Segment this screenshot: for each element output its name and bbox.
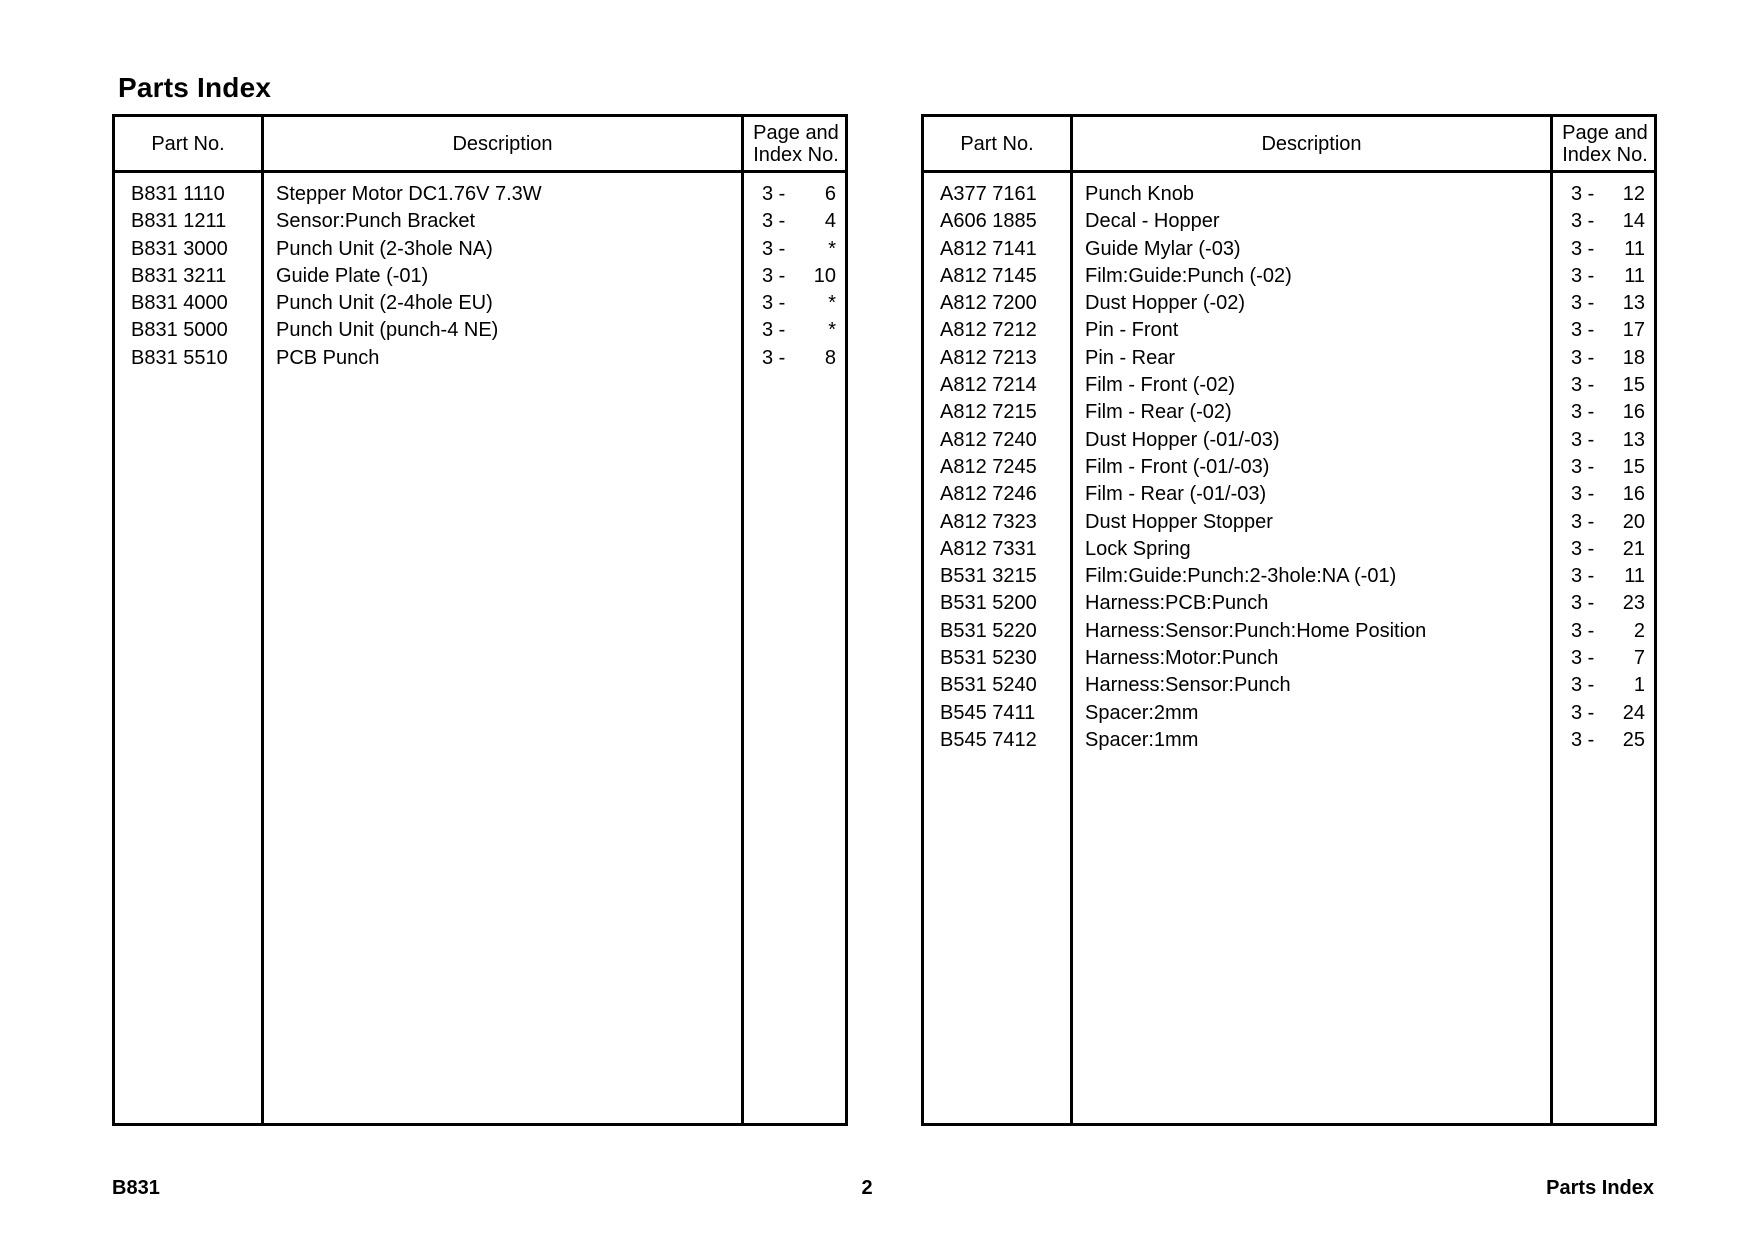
part-description: Harness:PCB:Punch	[1085, 592, 1269, 615]
table-row	[115, 236, 845, 263]
index-number: 2	[1633, 619, 1645, 642]
part-description: Pin - Rear	[1085, 346, 1176, 369]
part-description: Film - Rear (-01/-03)	[1085, 483, 1267, 506]
index-number: 12	[1622, 183, 1645, 205]
page-number: 3 -	[1571, 592, 1595, 615]
part-number: B531 5220	[940, 619, 1037, 642]
part-number: B531 5230	[940, 647, 1037, 670]
header-part-no: Part No.	[960, 132, 1034, 155]
page-number: 3 -	[1571, 510, 1595, 533]
part-number: A812 7246	[940, 483, 1037, 506]
table-row	[924, 263, 1654, 290]
table-row	[924, 290, 1654, 317]
page-number: 3 -	[1571, 483, 1595, 506]
table-row	[924, 590, 1654, 617]
table-row	[115, 263, 845, 290]
table-row	[115, 345, 845, 372]
part-description: Harness:Sensor:Punch	[1085, 674, 1291, 697]
index-number: 7	[1633, 647, 1645, 670]
table-row	[924, 345, 1654, 372]
part-number: A812 7245	[940, 455, 1037, 478]
part-number: A812 7331	[940, 537, 1037, 560]
page-number: 3 -	[1571, 619, 1595, 642]
index-number: 21	[1622, 537, 1645, 560]
index-number: 14	[1622, 210, 1645, 233]
part-description: Spacer:1mm	[1085, 728, 1199, 751]
header-page-line1: Page and	[753, 121, 839, 144]
page-number: 3 -	[1571, 647, 1595, 670]
page-number: 3 -	[762, 319, 786, 342]
table-row	[924, 481, 1654, 508]
part-description: Dust Hopper Stopper	[1085, 510, 1273, 533]
index-number: 10	[813, 264, 836, 287]
index-number: 18	[1622, 346, 1645, 369]
table-row	[924, 563, 1654, 590]
footer-section-title: Parts Index	[1546, 1177, 1654, 1199]
part-description: Harness:Motor:Punch	[1085, 647, 1279, 670]
page-number: 3 -	[1571, 346, 1595, 369]
header-part-no: Part No.	[151, 132, 225, 155]
page-number: 3 -	[1571, 674, 1595, 697]
table-row	[924, 672, 1654, 699]
table-row	[924, 454, 1654, 481]
part-number: A812 7141	[940, 237, 1037, 260]
part-number: B531 3215	[940, 565, 1037, 588]
page-number: 3 -	[1571, 565, 1595, 588]
index-number: 20	[1622, 510, 1645, 533]
page-number: 3 -	[1571, 401, 1595, 424]
page-number: 3 -	[762, 264, 786, 287]
part-description: Film - Front (-01/-03)	[1085, 455, 1270, 478]
header-page-index	[1553, 117, 1657, 170]
header-page-line2: Index No.	[753, 143, 839, 166]
page-number: 3 -	[1571, 728, 1595, 751]
page-number: 3 -	[1571, 455, 1595, 478]
table-row	[924, 317, 1654, 344]
part-number: A606 1885	[940, 210, 1037, 233]
table-row	[924, 372, 1654, 399]
index-number: 8	[824, 346, 836, 369]
part-description: Stepper Motor DC1.76V 7.3W	[276, 183, 542, 205]
part-description: Film:Guide:Punch (-02)	[1085, 264, 1292, 287]
footer-page-number: 2	[861, 1177, 873, 1199]
part-number: A812 7200	[940, 292, 1037, 315]
index-number: *	[828, 237, 836, 260]
header-page-index	[744, 117, 848, 170]
parts-index-table-right	[921, 114, 1657, 1126]
table-row	[924, 645, 1654, 672]
part-description: Film - Rear (-02)	[1085, 401, 1232, 424]
header-divider	[115, 170, 845, 173]
part-number: A812 7145	[940, 264, 1037, 287]
part-number: B831 3211	[131, 264, 227, 287]
part-number: A812 7215	[940, 401, 1037, 424]
index-number: 11	[1624, 237, 1645, 260]
header-page-line1: Page and	[1562, 121, 1648, 144]
page-number: 3 -	[1571, 210, 1595, 233]
index-number: *	[828, 319, 836, 342]
page-number: 3 -	[762, 237, 786, 260]
part-number: A812 7214	[940, 374, 1037, 397]
part-number: A812 7213	[940, 346, 1037, 369]
index-number: 11	[1624, 264, 1645, 287]
index-number: 17	[1622, 319, 1645, 342]
table-row	[924, 236, 1654, 263]
part-number: B831 5000	[131, 319, 228, 342]
header-description: Description	[1261, 132, 1362, 155]
page-title: Parts Index	[118, 72, 272, 103]
part-description: Guide Mylar (-03)	[1085, 237, 1241, 260]
index-number: 6	[824, 183, 836, 205]
page-number: 3 -	[1571, 319, 1595, 342]
page-number: 3 -	[1571, 701, 1595, 724]
part-description: Punch Unit (2-4hole EU)	[276, 292, 493, 315]
table-row	[115, 181, 845, 208]
part-description: Harness:Sensor:Punch:Home Position	[1085, 619, 1427, 642]
part-description: Film - Front (-02)	[1085, 374, 1235, 397]
page-number: 3 -	[1571, 537, 1595, 560]
page-number: 3 -	[1571, 292, 1595, 315]
index-number: 16	[1622, 401, 1645, 424]
index-number: 15	[1622, 455, 1645, 478]
table-row	[115, 208, 845, 235]
part-number: B545 7411	[940, 701, 1036, 724]
part-description: Punch Unit (punch-4 NE)	[276, 319, 499, 342]
page-number: 3 -	[1571, 183, 1595, 205]
part-number: B831 1110	[131, 183, 225, 205]
table-row	[924, 536, 1654, 563]
index-number: 25	[1622, 728, 1645, 751]
page-number: 3 -	[762, 210, 786, 233]
table-row	[924, 727, 1654, 754]
index-number: 13	[1622, 428, 1645, 451]
part-number: B531 5200	[940, 592, 1037, 615]
part-description: Guide Plate (-01)	[276, 264, 429, 287]
part-number: B831 4000	[131, 292, 228, 315]
part-description: PCB Punch	[276, 346, 380, 369]
page-number: 3 -	[1571, 237, 1595, 260]
part-description: Spacer:2mm	[1085, 701, 1199, 724]
header-description: Description	[452, 132, 553, 155]
table-rows	[924, 181, 1654, 754]
page-number: 3 -	[762, 292, 786, 315]
part-description: Pin - Front	[1085, 319, 1179, 342]
page-number: 3 -	[1571, 264, 1595, 287]
part-number: A812 7240	[940, 428, 1037, 451]
table-row	[924, 399, 1654, 426]
part-description: Punch Knob	[1085, 183, 1194, 205]
page-number: 3 -	[762, 183, 786, 205]
page-number: 3 -	[762, 346, 786, 369]
header-divider	[924, 170, 1654, 173]
footer-model-code: B831	[112, 1177, 160, 1199]
index-number: 16	[1622, 483, 1645, 506]
part-number: A812 7323	[940, 510, 1037, 533]
index-number: 13	[1622, 292, 1645, 315]
header-page-line2: Index No.	[1562, 143, 1648, 166]
table-row	[924, 427, 1654, 454]
table-row	[924, 208, 1654, 235]
index-number: *	[828, 292, 836, 315]
index-number: 1	[1633, 674, 1645, 697]
part-number: B531 5240	[940, 674, 1037, 697]
parts-index-table-left	[112, 114, 848, 1126]
table-rows	[115, 181, 845, 372]
index-number: 23	[1622, 592, 1645, 615]
part-number: B831 1211	[131, 210, 227, 233]
index-number: 24	[1622, 701, 1645, 724]
part-description: Dust Hopper (-02)	[1085, 292, 1246, 315]
page-number: 3 -	[1571, 374, 1595, 397]
part-description: Lock Spring	[1085, 537, 1191, 560]
part-description: Dust Hopper (-01/-03)	[1085, 428, 1280, 451]
part-number: A377 7161	[940, 183, 1037, 205]
table-row	[924, 618, 1654, 645]
index-number: 11	[1624, 565, 1645, 588]
part-number: B545 7412	[940, 728, 1037, 751]
part-description: Sensor:Punch Bracket	[276, 210, 475, 233]
part-number: B831 3000	[131, 237, 228, 260]
part-description: Film:Guide:Punch:2-3hole:NA (-01)	[1085, 565, 1397, 588]
index-number: 15	[1622, 374, 1645, 397]
part-description: Decal - Hopper	[1085, 210, 1220, 233]
part-description: Punch Unit (2-3hole NA)	[276, 237, 493, 260]
table-row	[924, 509, 1654, 536]
table-row	[924, 700, 1654, 727]
part-number: B831 5510	[131, 346, 228, 369]
table-row	[115, 317, 845, 344]
index-number: 4	[824, 210, 836, 233]
page-number: 3 -	[1571, 428, 1595, 451]
table-row	[924, 181, 1654, 208]
part-number: A812 7212	[940, 319, 1037, 342]
table-row	[115, 290, 845, 317]
